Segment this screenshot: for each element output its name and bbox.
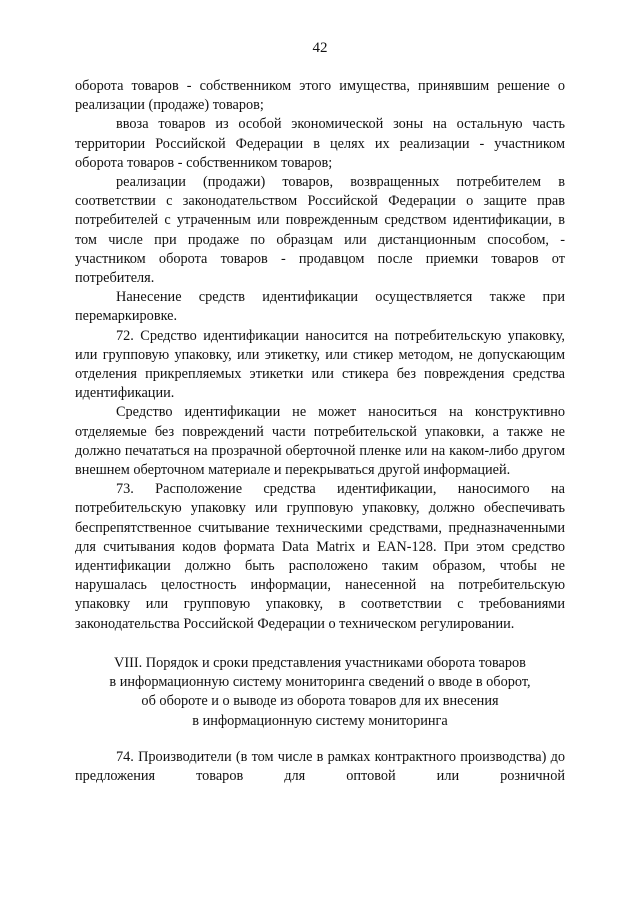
section-heading-line: в информационную систему мониторинга (192, 712, 448, 729)
document-body (75, 77, 565, 786)
section-heading (75, 654, 565, 731)
section-heading-line: в информационную систему мониторинга сведений о вводе в оборот, (109, 674, 531, 691)
paragraph-item-74: 74. Производители (в том числе в рамках контрактного производства) до предложения товаров для оптовой или розничной (75, 748, 565, 784)
section-heading-line: об обороте и о выводе из оборота товаров для их внесения (141, 693, 499, 710)
section-heading-line: VIII. Порядок и сроки представления участниками оборота товаров (114, 654, 526, 671)
paragraph-item-72: 72. Средство идентификации наносится на потребительскую упаковку, или групповую упаковку, или этикетку, или стикер методом, не допускающим отделения прикрепляемых этикетки или стикера без повреждения средства идентификации. (75, 327, 565, 402)
paragraph: ввоза товаров из особой экономической зоны на остальную часть территории Российской Федерации в целях их реализации - участником оборота товаров - собственником товаров; (75, 116, 565, 171)
paragraph: Нанесение средств идентификации осуществляется также при перемаркировке. (75, 289, 565, 325)
paragraph: Средство идентификации не может наноситься на конструктивно отделяемые без повреждений части потребительской упаковки, а также не должно печататься на прозрачной оберточной пленке или на каком-либо другом внешнем оберточном материале и перекрываться другой информацией. (75, 404, 565, 479)
paragraph: оборота товаров - собственником этого имущества, принявшим решение о реализации (продаже) товаров; (75, 78, 565, 114)
page-number: 42 (312, 40, 328, 56)
paragraph: реализации (продажи) товаров, возвращенных потребителем в соответствии с законодательством Российской Федерации о защите прав потребителей с утраченным или поврежденным средством идентификации, в том числе при продаже по образцам или дистанционным способом, - участником оборота товаров - продавцом после приемки товаров от потребителя. (75, 174, 565, 287)
paragraph-item-73: 73. Расположение средства идентификации, наносимого на потребительскую упаковку или групповую упаковку, должно обеспечивать беспрепятственное считывание техническими средствами, предназначенными для считывания кодов формата Data Matrix и EAN-128. При этом средство идентификации должно быть расположено таким образом, чтобы не нарушалась целостность информации, нанесенной на потребительскую упаковку или групповую упаковку, в соответствии с требованиями законодательства Российской Федерации о техническом регулировании. (75, 481, 565, 632)
